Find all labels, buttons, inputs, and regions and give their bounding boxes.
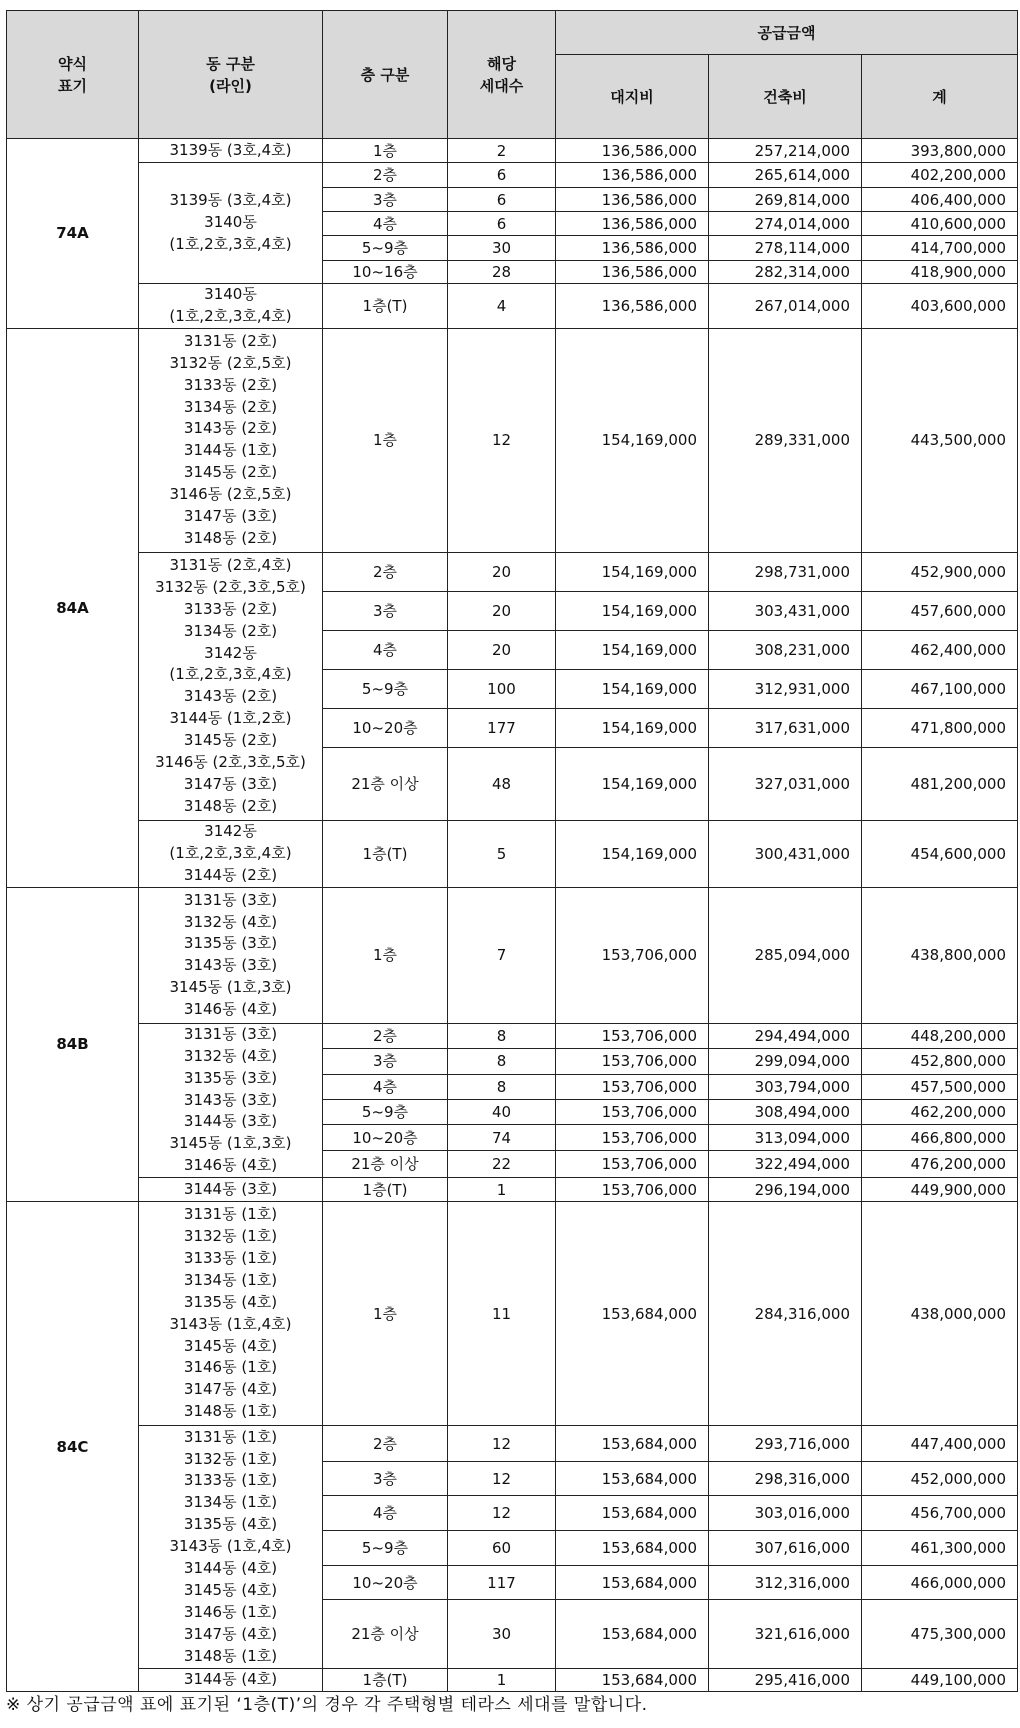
table-row — [7, 284, 1018, 329]
floor-cell: 1층(T) — [323, 1669, 448, 1692]
total-cost-cell: 462,400,000 — [862, 630, 1018, 669]
total-cost-cell: 402,200,000 — [862, 163, 1018, 188]
total-cost-cell: 462,200,000 — [862, 1099, 1018, 1124]
floor-cell: 4층 — [323, 1496, 448, 1531]
header-floor: 층 구분 — [323, 11, 448, 139]
dong-line-text: 3146동 (4호) — [183, 1156, 278, 1175]
dong-line-text: 3143동 (1호,4호) — [169, 1314, 292, 1333]
dong-line-text: 3144동 (2호) — [183, 865, 278, 884]
units-cell: 40 — [448, 1099, 556, 1124]
units-cell: 2 — [448, 139, 556, 163]
total-cost-cell: 403,600,000 — [862, 284, 1018, 329]
units-cell: 12 — [448, 328, 556, 552]
header-dong: 동 구분 (라인) — [139, 11, 323, 139]
land-cost-cell: 153,684,000 — [556, 1462, 709, 1496]
units-cell: 20 — [448, 630, 556, 669]
dong-line-text: 3146동 (4호) — [183, 1000, 278, 1019]
dong-line-cell — [139, 328, 323, 552]
units-cell: 100 — [448, 669, 556, 708]
units-cell: 30 — [448, 236, 556, 261]
build-cost-cell: 317,631,000 — [709, 708, 862, 747]
floor-cell: 1층(T) — [323, 820, 448, 887]
dong-line-cell — [139, 163, 323, 284]
land-cost-cell: 136,586,000 — [556, 188, 709, 212]
floor-cell: 3층 — [323, 188, 448, 212]
total-cost-cell: 471,800,000 — [862, 708, 1018, 747]
build-cost-cell: 293,716,000 — [709, 1426, 862, 1462]
total-cost-cell: 449,900,000 — [862, 1178, 1018, 1202]
dong-line-text: 3143동 (1호,4호) — [169, 1537, 292, 1556]
floor-cell: 1층 — [323, 1202, 448, 1426]
housing-type-cell: 74A — [7, 139, 139, 329]
dong-line-text: 3148동 (2호) — [183, 796, 278, 815]
dong-line-text: 3143동 (3호) — [183, 1090, 278, 1109]
land-cost-cell: 154,169,000 — [556, 552, 709, 591]
total-cost-cell: 457,500,000 — [862, 1074, 1018, 1099]
units-cell: 1 — [448, 1178, 556, 1202]
floor-cell: 1층 — [323, 887, 448, 1023]
build-cost-cell: 327,031,000 — [709, 747, 862, 820]
table-row — [7, 1669, 1018, 1692]
build-cost-cell: 296,194,000 — [709, 1178, 862, 1202]
dong-line-text: 3135동 (3호) — [183, 1068, 278, 1087]
land-cost-cell: 136,586,000 — [556, 139, 709, 163]
build-cost-cell: 294,494,000 — [709, 1023, 862, 1048]
units-cell: 8 — [448, 1023, 556, 1048]
land-cost-cell: 153,684,000 — [556, 1426, 709, 1462]
build-cost-cell: 257,214,000 — [709, 139, 862, 163]
dong-line-text: 3145동 (1호,3호) — [169, 978, 292, 997]
land-cost-cell: 153,684,000 — [556, 1531, 709, 1566]
dong-line-text: 3132동 (2호,5호) — [169, 353, 292, 372]
units-cell: 60 — [448, 1531, 556, 1566]
dong-line-text: 3134동 (2호) — [183, 621, 278, 640]
dong-line-text: 3131동 (3호) — [183, 890, 278, 909]
dong-line-cell — [139, 1023, 323, 1177]
dong-line-text: 3131동 (2호,4호) — [169, 555, 292, 574]
floor-cell: 10~20층 — [323, 1125, 448, 1150]
floor-cell: 5~9층 — [323, 1099, 448, 1124]
units-cell: 4 — [448, 284, 556, 329]
dong-line-text: 3133동 (2호) — [183, 375, 278, 394]
floor-cell: 3층 — [323, 1049, 448, 1074]
land-cost-cell: 136,586,000 — [556, 261, 709, 284]
dong-line-cell — [139, 820, 323, 887]
units-cell: 74 — [448, 1125, 556, 1150]
dong-line-text: 3135동 (4호) — [183, 1515, 278, 1534]
build-cost-cell: 282,314,000 — [709, 261, 862, 284]
floor-cell: 4층 — [323, 1074, 448, 1099]
total-cost-cell: 414,700,000 — [862, 236, 1018, 261]
floor-cell: 21층 이상 — [323, 1150, 448, 1177]
table-row — [7, 163, 1018, 188]
land-cost-cell: 153,684,000 — [556, 1496, 709, 1531]
total-cost-cell: 447,400,000 — [862, 1426, 1018, 1462]
units-cell: 20 — [448, 591, 556, 630]
build-cost-cell: 303,431,000 — [709, 591, 862, 630]
dong-line-text: 3145동 (1호,3호) — [169, 1134, 292, 1153]
build-cost-cell: 278,114,000 — [709, 236, 862, 261]
dong-line-cell — [139, 887, 323, 1023]
build-cost-cell: 298,316,000 — [709, 1462, 862, 1496]
units-cell: 8 — [448, 1074, 556, 1099]
units-cell: 8 — [448, 1049, 556, 1074]
floor-cell: 2층 — [323, 552, 448, 591]
dong-line-text: 3142동 — [204, 821, 257, 840]
header-land-cost: 대지비 — [556, 55, 709, 139]
table-row — [7, 1023, 1018, 1048]
dong-line-text: 3147동 (4호) — [183, 1624, 278, 1643]
dong-line-text: 3131동 (3호) — [183, 1024, 278, 1043]
total-cost-cell: 452,000,000 — [862, 1462, 1018, 1496]
land-cost-cell: 136,586,000 — [556, 284, 709, 329]
dong-line-cell — [139, 139, 323, 163]
housing-type-cell: 84A — [7, 328, 139, 887]
footnote: ※ 상기 공급금액 표에 표기된 ‘1층(T)’의 경우 각 주택형별 테라스 세대를 말합니다. — [6, 1695, 648, 1715]
floor-cell: 5~9층 — [323, 236, 448, 261]
dong-line-text: 3145동 (4호) — [183, 1581, 278, 1600]
build-cost-cell: 308,231,000 — [709, 630, 862, 669]
floor-cell: 1층(T) — [323, 284, 448, 329]
land-cost-cell: 154,169,000 — [556, 747, 709, 820]
housing-type-cell: 84B — [7, 887, 139, 1201]
floor-cell: 21층 이상 — [323, 1600, 448, 1669]
dong-line-text: 3140동 — [204, 213, 257, 232]
build-cost-cell: 284,316,000 — [709, 1202, 862, 1426]
land-cost-cell: 153,706,000 — [556, 887, 709, 1023]
total-cost-cell: 449,100,000 — [862, 1669, 1018, 1692]
dong-line-cell — [139, 1178, 323, 1202]
total-cost-cell: 475,300,000 — [862, 1600, 1018, 1669]
dong-line-text: 3144동 (4호) — [183, 1559, 278, 1578]
dong-line-text: 3145동 (2호) — [183, 463, 278, 482]
units-cell: 12 — [448, 1426, 556, 1462]
land-cost-cell: 153,706,000 — [556, 1125, 709, 1150]
land-cost-cell: 153,706,000 — [556, 1099, 709, 1124]
dong-line-cell — [139, 1426, 323, 1669]
floor-cell: 10~20층 — [323, 708, 448, 747]
table-row — [7, 1178, 1018, 1202]
dong-line-text: 3131동 (1호) — [183, 1427, 278, 1446]
table-row — [7, 1426, 1018, 1462]
total-cost-cell: 461,300,000 — [862, 1531, 1018, 1566]
total-cost-cell: 410,600,000 — [862, 212, 1018, 236]
build-cost-cell: 289,331,000 — [709, 328, 862, 552]
table-row — [7, 820, 1018, 887]
land-cost-cell: 153,684,000 — [556, 1566, 709, 1600]
dong-line-text: 3144동 (3호) — [183, 1112, 278, 1131]
dong-line-text: 3143동 (2호) — [183, 687, 278, 706]
table-row — [7, 887, 1018, 1023]
units-cell: 6 — [448, 188, 556, 212]
floor-cell: 1층(T) — [323, 1178, 448, 1202]
header-type: 약식 표기 — [7, 11, 139, 139]
units-cell: 177 — [448, 708, 556, 747]
housing-type-cell: 84C — [7, 1202, 139, 1692]
dong-line-cell — [139, 284, 323, 329]
build-cost-cell: 299,094,000 — [709, 1049, 862, 1074]
units-cell: 30 — [448, 1600, 556, 1669]
table-row — [7, 552, 1018, 591]
build-cost-cell: 313,094,000 — [709, 1125, 862, 1150]
dong-line-cell — [139, 552, 323, 820]
build-cost-cell: 321,616,000 — [709, 1600, 862, 1669]
build-cost-cell: 312,931,000 — [709, 669, 862, 708]
floor-cell: 10~16층 — [323, 261, 448, 284]
dong-line-text: 3147동 (3호) — [183, 774, 278, 793]
total-cost-cell: 448,200,000 — [862, 1023, 1018, 1048]
land-cost-cell: 154,169,000 — [556, 591, 709, 630]
dong-line-text: 3134동 (1호) — [183, 1493, 278, 1512]
build-cost-cell: 269,814,000 — [709, 188, 862, 212]
floor-cell: 1층 — [323, 139, 448, 163]
dong-line-text: 3143동 (2호) — [183, 419, 278, 438]
dong-line-text: 3146동 (2호,3호,5호) — [155, 753, 306, 772]
units-cell: 12 — [448, 1496, 556, 1531]
land-cost-cell: 153,706,000 — [556, 1074, 709, 1099]
total-cost-cell: 456,700,000 — [862, 1496, 1018, 1531]
dong-line-text: 3132동 (2호,3호,5호) — [155, 577, 306, 596]
table-row — [7, 328, 1018, 552]
dong-line-text: 3147동 (3호) — [183, 507, 278, 526]
land-cost-cell: 154,169,000 — [556, 630, 709, 669]
total-cost-cell: 443,500,000 — [862, 328, 1018, 552]
dong-line-text: 3131동 (1호) — [183, 1205, 278, 1224]
units-cell: 28 — [448, 261, 556, 284]
dong-line-text: 3140동 — [204, 285, 257, 303]
build-cost-cell: 307,616,000 — [709, 1531, 862, 1566]
land-cost-cell: 153,706,000 — [556, 1178, 709, 1202]
total-cost-cell: 457,600,000 — [862, 591, 1018, 630]
units-cell: 22 — [448, 1150, 556, 1177]
dong-line-text: 3144동 (3호) — [183, 1179, 278, 1198]
total-cost-cell: 438,000,000 — [862, 1202, 1018, 1426]
units-cell: 48 — [448, 747, 556, 820]
units-cell: 20 — [448, 552, 556, 591]
dong-line-text: 3131동 (2호) — [183, 331, 278, 350]
land-cost-cell: 154,169,000 — [556, 328, 709, 552]
dong-line-text: 3148동 (2호) — [183, 528, 278, 547]
units-cell: 6 — [448, 163, 556, 188]
dong-line-text: (1호,2호,3호,4호) — [169, 234, 292, 253]
total-cost-cell: 406,400,000 — [862, 188, 1018, 212]
dong-line-text: 3143동 (3호) — [183, 956, 278, 975]
floor-cell: 3층 — [323, 1462, 448, 1496]
build-cost-cell: 308,494,000 — [709, 1099, 862, 1124]
dong-line-cell — [139, 1669, 323, 1692]
dong-line-text: 3133동 (1호) — [183, 1471, 278, 1490]
land-cost-cell: 153,684,000 — [556, 1202, 709, 1426]
build-cost-cell: 267,014,000 — [709, 284, 862, 329]
build-cost-cell: 298,731,000 — [709, 552, 862, 591]
floor-cell: 21층 이상 — [323, 747, 448, 820]
floor-cell: 5~9층 — [323, 1531, 448, 1566]
total-cost-cell: 393,800,000 — [862, 139, 1018, 163]
dong-line-text: (1호,2호,3호,4호) — [169, 665, 292, 684]
build-cost-cell: 303,794,000 — [709, 1074, 862, 1099]
floor-cell: 2층 — [323, 1426, 448, 1462]
dong-line-text: 3145동 (2호) — [183, 731, 278, 750]
dong-line-text: 3135동 (3호) — [183, 934, 278, 953]
dong-line-text: (1호,2호,3호,4호) — [169, 306, 292, 325]
floor-cell: 5~9층 — [323, 669, 448, 708]
dong-line-text: 3148동 (1호) — [183, 1646, 278, 1665]
units-cell: 7 — [448, 887, 556, 1023]
dong-line-text: 3146동 (1호) — [183, 1358, 278, 1377]
dong-line-text: 3139동 (3호,4호) — [169, 140, 292, 159]
total-cost-cell: 452,800,000 — [862, 1049, 1018, 1074]
build-cost-cell: 274,014,000 — [709, 212, 862, 236]
table-row — [7, 1202, 1018, 1426]
total-cost-cell: 467,100,000 — [862, 669, 1018, 708]
build-cost-cell: 285,094,000 — [709, 887, 862, 1023]
header-build-cost: 건축비 — [709, 55, 862, 139]
land-cost-cell: 154,169,000 — [556, 708, 709, 747]
land-cost-cell: 153,706,000 — [556, 1150, 709, 1177]
total-cost-cell: 452,900,000 — [862, 552, 1018, 591]
floor-cell: 4층 — [323, 630, 448, 669]
total-cost-cell: 454,600,000 — [862, 820, 1018, 887]
dong-line-text: 3133동 (1호) — [183, 1248, 278, 1267]
dong-line-text: 3133동 (2호) — [183, 599, 278, 618]
supply-price-table — [6, 10, 1018, 1692]
land-cost-cell: 153,684,000 — [556, 1600, 709, 1669]
dong-line-text: 3132동 (1호) — [183, 1227, 278, 1246]
total-cost-cell: 438,800,000 — [862, 887, 1018, 1023]
dong-line-text: 3134동 (2호) — [183, 397, 278, 416]
dong-line-text: 3146동 (1호) — [183, 1602, 278, 1621]
units-cell: 11 — [448, 1202, 556, 1426]
dong-line-text: 3144동 (4호) — [183, 1670, 278, 1689]
dong-line-text: 3139동 (3호,4호) — [169, 191, 292, 210]
land-cost-cell: 136,586,000 — [556, 236, 709, 261]
units-cell: 1 — [448, 1669, 556, 1692]
dong-line-text: (1호,2호,3호,4호) — [169, 843, 292, 862]
dong-line-text: 3132동 (4호) — [183, 912, 278, 931]
dong-line-text: 3142동 — [204, 643, 257, 662]
dong-line-text: 3145동 (4호) — [183, 1336, 278, 1355]
dong-line-text: 3144동 (1호,2호) — [169, 709, 292, 728]
land-cost-cell: 153,706,000 — [556, 1023, 709, 1048]
build-cost-cell: 322,494,000 — [709, 1150, 862, 1177]
land-cost-cell: 153,684,000 — [556, 1669, 709, 1692]
floor-cell: 10~20층 — [323, 1566, 448, 1600]
dong-line-text: 3132동 (4호) — [183, 1046, 278, 1065]
floor-cell: 1층 — [323, 328, 448, 552]
units-cell: 5 — [448, 820, 556, 887]
dong-line-cell — [139, 1202, 323, 1426]
total-cost-cell: 476,200,000 — [862, 1150, 1018, 1177]
header-supply-price: 공급금액 — [556, 11, 1018, 55]
land-cost-cell: 154,169,000 — [556, 820, 709, 887]
total-cost-cell: 466,000,000 — [862, 1566, 1018, 1600]
land-cost-cell: 136,586,000 — [556, 163, 709, 188]
floor-cell: 3층 — [323, 591, 448, 630]
units-cell: 117 — [448, 1566, 556, 1600]
dong-line-text: 3146동 (2호,5호) — [169, 485, 292, 504]
build-cost-cell: 300,431,000 — [709, 820, 862, 887]
floor-cell: 4층 — [323, 212, 448, 236]
dong-line-text: 3144동 (1호) — [183, 441, 278, 460]
build-cost-cell: 312,316,000 — [709, 1566, 862, 1600]
header-units: 해당 세대수 — [448, 11, 556, 139]
table-header — [7, 11, 1018, 139]
table-body — [7, 139, 1018, 1692]
land-cost-cell: 154,169,000 — [556, 669, 709, 708]
dong-line-text: 3148동 (1호) — [183, 1402, 278, 1421]
total-cost-cell: 418,900,000 — [862, 261, 1018, 284]
floor-cell: 2층 — [323, 163, 448, 188]
build-cost-cell: 295,416,000 — [709, 1669, 862, 1692]
build-cost-cell: 265,614,000 — [709, 163, 862, 188]
dong-line-text: 3134동 (1호) — [183, 1270, 278, 1289]
units-cell: 12 — [448, 1462, 556, 1496]
table-row — [7, 139, 1018, 163]
units-cell: 6 — [448, 212, 556, 236]
land-cost-cell: 153,706,000 — [556, 1049, 709, 1074]
build-cost-cell: 303,016,000 — [709, 1496, 862, 1531]
total-cost-cell: 481,200,000 — [862, 747, 1018, 820]
land-cost-cell: 136,586,000 — [556, 212, 709, 236]
dong-line-text: 3132동 (1호) — [183, 1449, 278, 1468]
floor-cell: 2층 — [323, 1023, 448, 1048]
total-cost-cell: 466,800,000 — [862, 1125, 1018, 1150]
dong-line-text: 3135동 (4호) — [183, 1292, 278, 1311]
header-total: 계 — [862, 55, 1018, 139]
dong-line-text: 3147동 (4호) — [183, 1380, 278, 1399]
